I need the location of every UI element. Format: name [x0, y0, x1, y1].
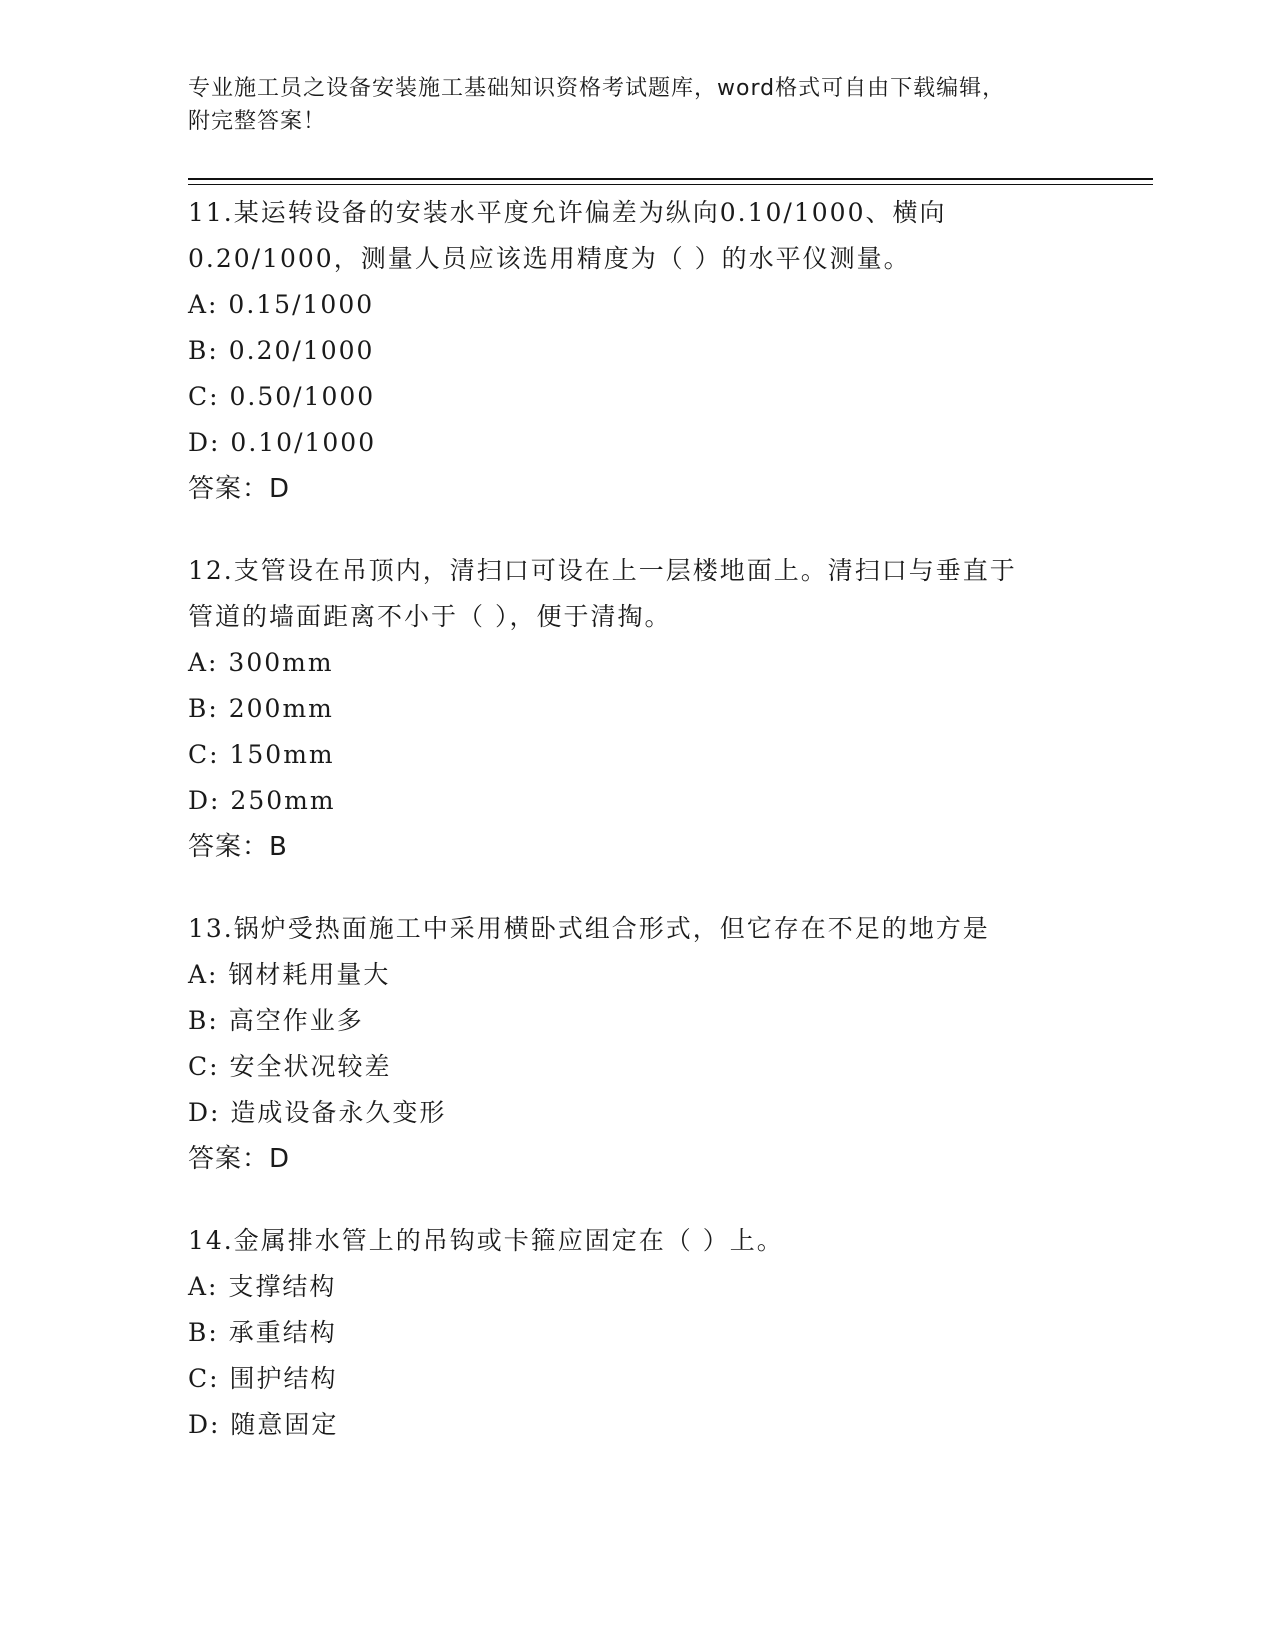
option-d: D: 250mm [188, 786, 336, 815]
question-text [188, 190, 1153, 282]
question-12 [188, 548, 1153, 870]
option-a: A: 钢材耗用量大 [188, 960, 391, 989]
option-c: C: 围护结构 [188, 1364, 338, 1393]
answer-line: 答案：D [188, 1144, 291, 1174]
question-text-line: 管道的墙面距离不小于（ ），便于清掏。 [188, 602, 672, 631]
question-text-line: 11.某运转设备的安装水平度允许偏差为纵向0.10/1000、横向 [188, 198, 947, 227]
question-text [188, 906, 1153, 952]
option-b: B: 200mm [188, 694, 334, 723]
question-13 [188, 906, 1153, 1182]
option-c: C: 150mm [188, 740, 335, 769]
option-d: D: 0.10/1000 [188, 428, 377, 457]
question-text-line: 0.20/1000，测量人员应该选用精度为（ ）的水平仪测量。 [188, 244, 911, 273]
option-c: C: 0.50/1000 [188, 382, 376, 411]
option-d: D: 造成设备永久变形 [188, 1098, 447, 1127]
option-a: A: 300mm [188, 648, 334, 677]
header-line-1: 专业施工员之设备安装施工基础知识资格考试题库，word格式可自由下载编辑， [188, 76, 1006, 101]
header-line-2: 附完整答案！ [188, 109, 327, 134]
header-divider-thick [188, 178, 1153, 180]
question-text-line: 14.金属排水管上的吊钩或卡箍应固定在（ ）上。 [188, 1226, 784, 1255]
question-text-line: 12.支管设在吊顶内，清扫口可设在上一层楼地面上。清扫口与垂直于 [188, 556, 1017, 585]
answer-line: 答案：D [188, 474, 291, 504]
question-11 [188, 190, 1153, 512]
option-a: A: 支撑结构 [188, 1272, 337, 1301]
option-b: B: 0.20/1000 [188, 336, 375, 365]
document-header [188, 72, 1168, 138]
question-text [188, 1218, 1153, 1264]
option-a: A: 0.15/1000 [188, 290, 375, 319]
option-d: D: 随意固定 [188, 1410, 339, 1439]
option-b: B: 承重结构 [188, 1318, 337, 1347]
question-14 [188, 1218, 1153, 1448]
option-c: C: 安全状况较差 [188, 1052, 392, 1081]
header-divider-thin [188, 184, 1153, 185]
option-b: B: 高空作业多 [188, 1006, 364, 1035]
answer-line: 答案：B [188, 832, 288, 862]
question-list [188, 190, 1153, 1484]
question-text [188, 548, 1153, 640]
question-text-line: 13.锅炉受热面施工中采用横卧式组合形式，但它存在不足的地方是 [188, 914, 990, 943]
